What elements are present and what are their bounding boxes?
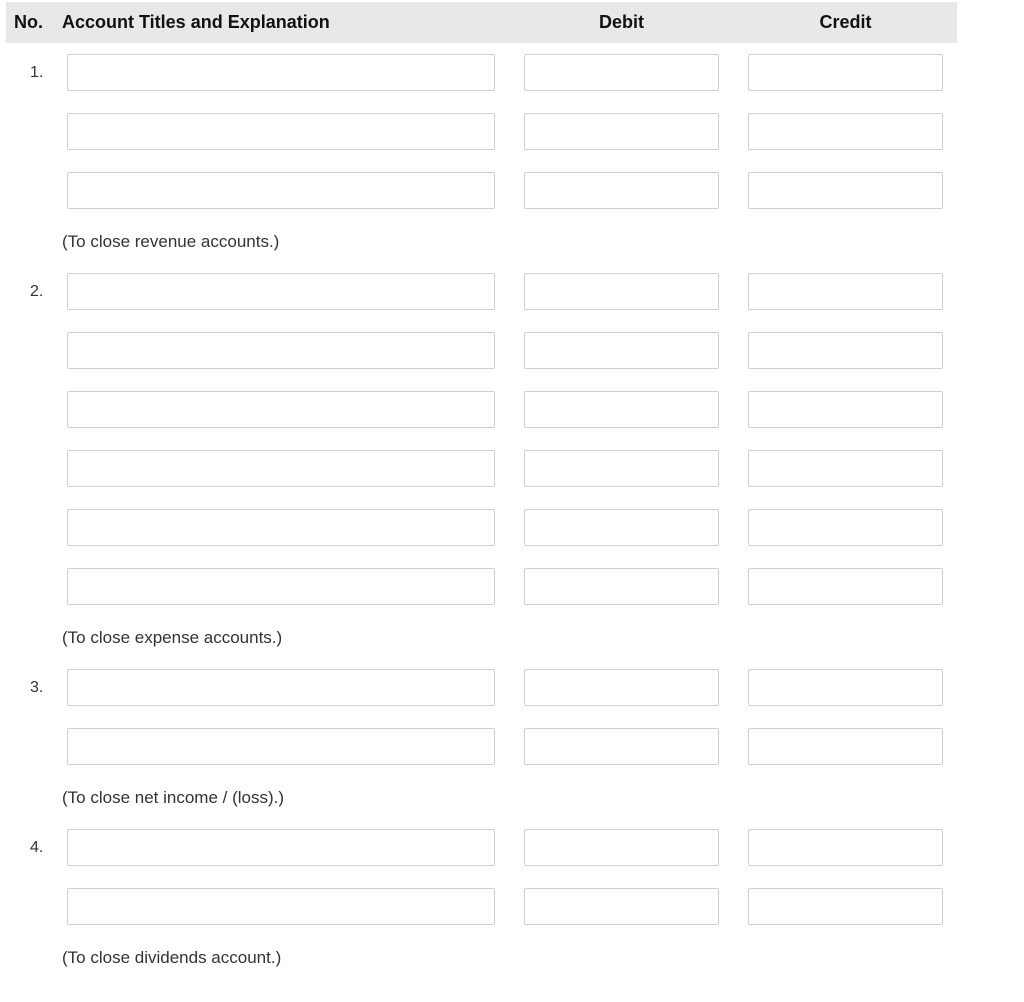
entry-3-row-2-debit-input[interactable] bbox=[524, 728, 719, 765]
entry-4-row-2-debit-input[interactable] bbox=[524, 888, 719, 925]
entry-4-explanation: (To close dividends account.) bbox=[62, 948, 282, 967]
entry-1-row-2-account-input[interactable] bbox=[67, 113, 495, 150]
entry-3-explanation: (To close net income / (loss).) bbox=[62, 788, 285, 807]
entry-2-row-2-account-input[interactable] bbox=[67, 332, 495, 369]
entry-2-row-2-credit-input[interactable] bbox=[748, 332, 943, 369]
entry-2-row-1-credit-input[interactable] bbox=[748, 273, 943, 310]
entry-2-row-6-account-input[interactable] bbox=[67, 568, 495, 605]
entry-4-row-1-debit-input[interactable] bbox=[524, 829, 719, 866]
entry-2-row-4-credit-input[interactable] bbox=[748, 450, 943, 487]
entry-1-row-1-debit-input[interactable] bbox=[524, 54, 719, 91]
entry-3-row-1-debit-input[interactable] bbox=[524, 669, 719, 706]
entry-3-number: 3. bbox=[30, 679, 44, 696]
entry-2-row-5-debit-input[interactable] bbox=[524, 509, 719, 546]
entry-3-row-1-credit-input[interactable] bbox=[748, 669, 943, 706]
entry-2-row-3-credit-input[interactable] bbox=[748, 391, 943, 428]
entry-2-row-4-debit-input[interactable] bbox=[524, 450, 719, 487]
entry-1-explanation: (To close revenue accounts.) bbox=[62, 232, 280, 251]
entry-1-row-1-account-input[interactable] bbox=[67, 54, 495, 91]
entry-3-row-1-account-input[interactable] bbox=[67, 669, 495, 706]
entry-4-number: 4. bbox=[30, 839, 44, 856]
entry-2-row-5-account-input[interactable] bbox=[67, 509, 495, 546]
entry-1-number: 1. bbox=[30, 64, 44, 81]
header-account-titles: Account Titles and Explanation bbox=[62, 12, 330, 32]
entry-3-row-2-credit-input[interactable] bbox=[748, 728, 943, 765]
entry-2-row-5-credit-input[interactable] bbox=[748, 509, 943, 546]
entry-2-row-2-debit-input[interactable] bbox=[524, 332, 719, 369]
entry-2-explanation: (To close expense accounts.) bbox=[62, 628, 283, 647]
entry-3-row-2-account-input[interactable] bbox=[67, 728, 495, 765]
entry-2-row-1-debit-input[interactable] bbox=[524, 273, 719, 310]
entry-1-row-3-account-input[interactable] bbox=[67, 172, 495, 209]
entry-2-row-1-account-input[interactable] bbox=[67, 273, 495, 310]
header-debit: Debit bbox=[599, 12, 644, 32]
header-no: No. bbox=[14, 12, 43, 32]
entry-1-row-3-credit-input[interactable] bbox=[748, 172, 943, 209]
entry-2-row-3-account-input[interactable] bbox=[67, 391, 495, 428]
entry-2-row-4-account-input[interactable] bbox=[67, 450, 495, 487]
journal-header bbox=[6, 2, 957, 43]
header-credit: Credit bbox=[819, 12, 872, 32]
entry-4-row-1-credit-input[interactable] bbox=[748, 829, 943, 866]
entry-4-row-1-account-input[interactable] bbox=[67, 829, 495, 866]
entry-2-row-6-credit-input[interactable] bbox=[748, 568, 943, 605]
entry-1-row-1-credit-input[interactable] bbox=[748, 54, 943, 91]
entry-1-row-2-debit-input[interactable] bbox=[524, 113, 719, 150]
entry-4-row-2-credit-input[interactable] bbox=[748, 888, 943, 925]
entry-1-row-2-credit-input[interactable] bbox=[748, 113, 943, 150]
entry-2-row-6-debit-input[interactable] bbox=[524, 568, 719, 605]
entry-2-number: 2. bbox=[30, 283, 44, 300]
entry-4-row-2-account-input[interactable] bbox=[67, 888, 495, 925]
entry-2-row-3-debit-input[interactable] bbox=[524, 391, 719, 428]
entry-1-row-3-debit-input[interactable] bbox=[524, 172, 719, 209]
